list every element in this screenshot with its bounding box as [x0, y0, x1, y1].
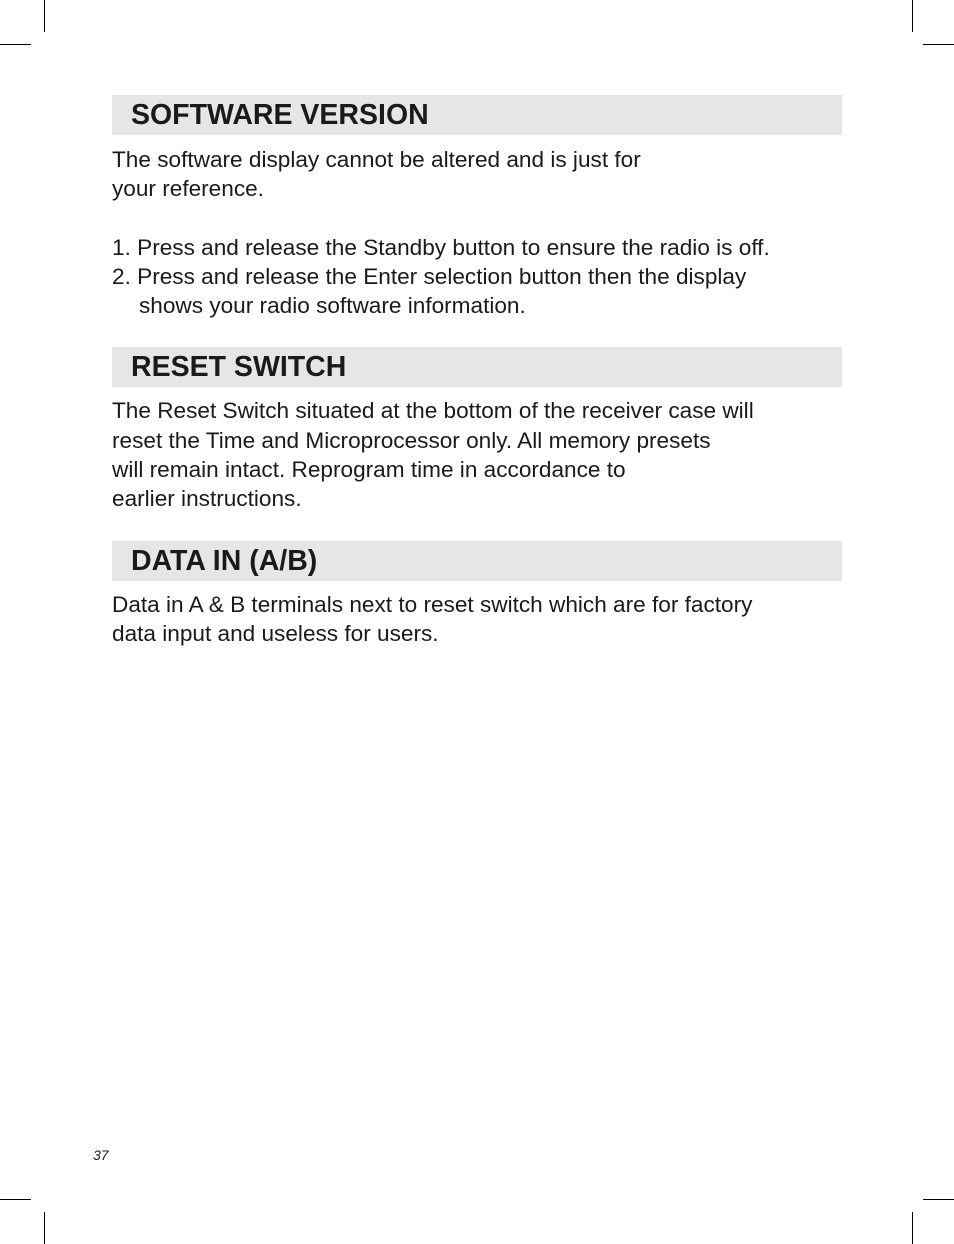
text-line: your reference. — [112, 176, 264, 202]
software-version-intro — [112, 145, 842, 204]
text-line: The Reset Switch situated at the bottom of the receiver case will — [112, 398, 754, 424]
step-text: shows your radio software information. — [139, 293, 526, 319]
step-item — [112, 262, 842, 321]
crop-mark — [912, 1212, 913, 1244]
section-heading-reset-switch: RESET SWITCH — [112, 347, 842, 387]
section-heading-software-version: SOFTWARE VERSION — [112, 95, 842, 135]
crop-mark — [0, 1199, 31, 1200]
crop-mark — [923, 44, 954, 45]
crop-mark — [44, 0, 45, 32]
step-text: Press and release the Enter selection button then the display — [137, 263, 747, 289]
step-item — [112, 233, 842, 262]
page-number: 37 — [93, 1147, 109, 1163]
text-line: The software display cannot be altered and is just for — [112, 147, 641, 172]
step-text: Press and release the Standby button to ensure the radio is off. — [137, 234, 770, 260]
text-line: reset the Time and Microprocessor only. All memory presets — [112, 427, 711, 453]
text-line: data input and useless for users. — [112, 620, 439, 646]
text-line: earlier instructions. — [112, 486, 302, 512]
crop-mark — [912, 0, 913, 32]
crop-mark — [0, 44, 31, 45]
crop-mark — [923, 1199, 954, 1200]
step-number: 2. — [112, 263, 131, 289]
reset-switch-description — [112, 396, 842, 513]
crop-mark — [44, 1212, 45, 1244]
step-number: 1. — [112, 234, 131, 260]
software-version-steps — [112, 233, 842, 321]
text-line: will remain intact. Reprogram time in accordance to — [112, 457, 626, 483]
manual-page-content — [112, 95, 842, 648]
section-heading-data-in: DATA IN (A/B) — [112, 541, 842, 581]
text-line: Data in A & B terminals next to reset switch which are for factory — [112, 591, 753, 617]
data-in-description — [112, 590, 842, 649]
